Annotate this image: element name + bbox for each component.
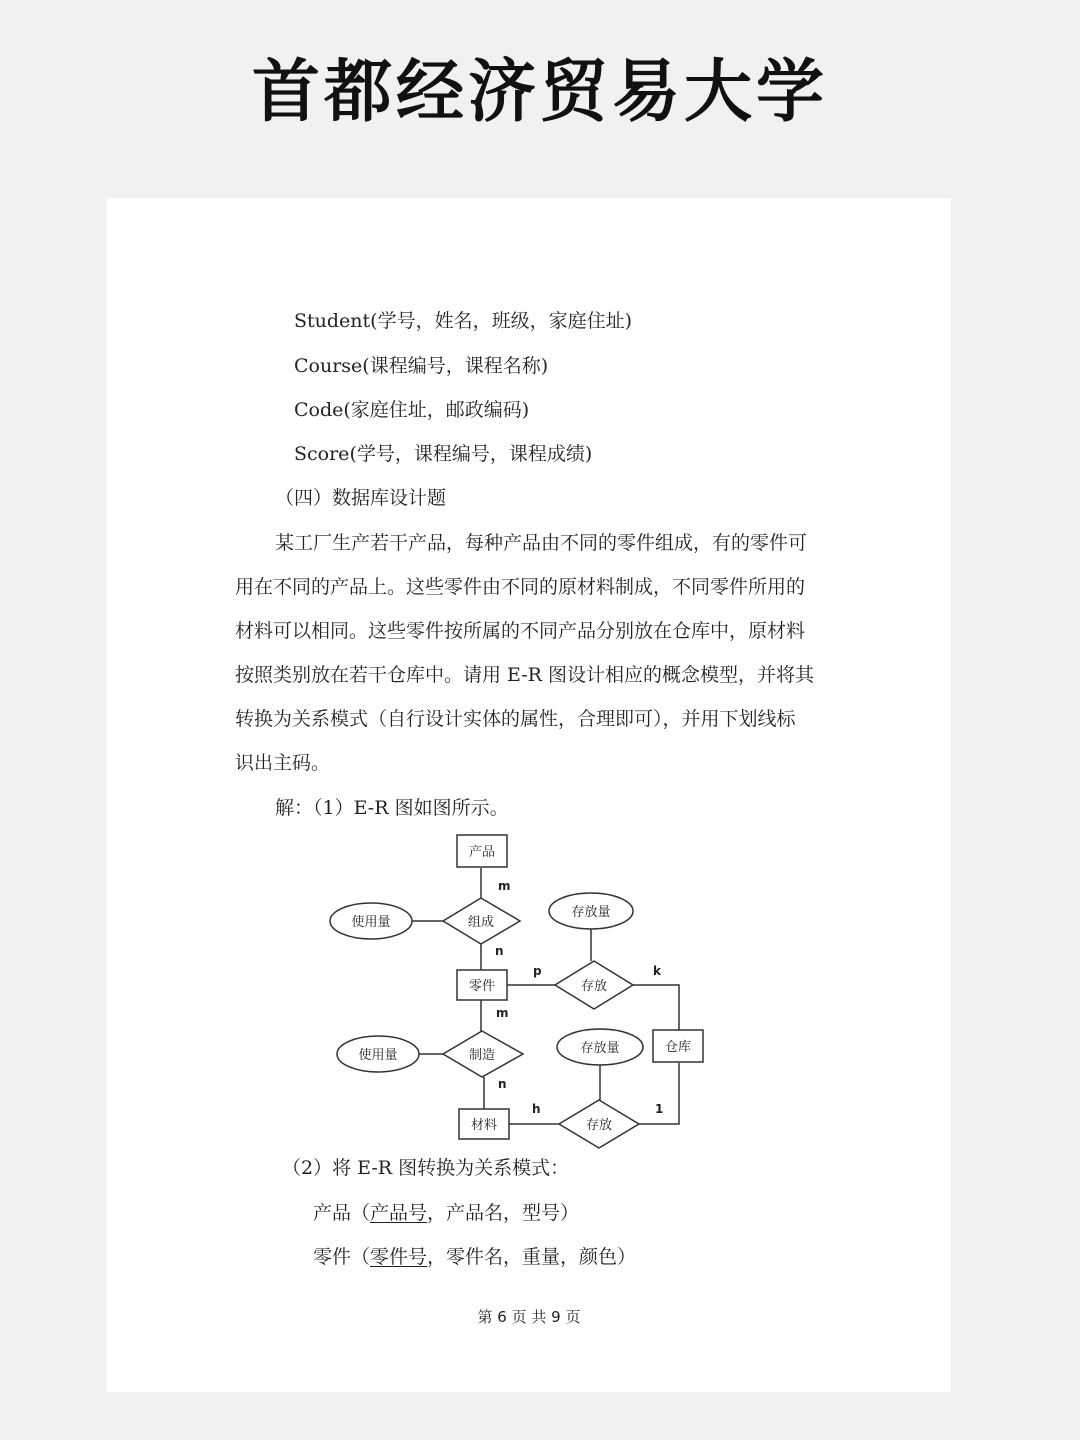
problem-line: 转换为关系模式（自行设计实体的属性，合理即可），并用下划线标 <box>235 708 796 730</box>
relation-course: Course(课程编号，课程名称) <box>294 355 549 377</box>
cardinality-h: h <box>532 1102 541 1116</box>
problem-line: 材料可以相同。这些零件按所属的不同产品分别放在仓库中，原材料 <box>235 620 806 642</box>
cardinality-m-2: m <box>496 1006 509 1020</box>
entity-warehouse-label: 仓库 <box>664 1040 692 1055</box>
document-page <box>107 198 951 1392</box>
relation-score: Score(学号，课程编号，课程成绩) <box>294 443 593 465</box>
problem-line: 某工厂生产若干产品，每种产品由不同的零件组成，有的零件可 <box>275 532 808 554</box>
cardinality-m: m <box>498 879 511 893</box>
problem-line: 用在不同的产品上。这些零件由不同的原材料制成，不同零件所用的 <box>235 576 806 598</box>
step-2-heading: （2）将 E-R 图转换为关系模式： <box>282 1157 570 1179</box>
relationship-manufacture-label: 制造 <box>468 1048 496 1063</box>
relationship-store-label: 存放 <box>580 979 608 994</box>
attribute-usage-2-label: 使用量 <box>358 1048 398 1063</box>
schema-part: 零件（零件号，零件名，重量，颜色） <box>313 1246 637 1268</box>
schema-product: 产品（产品号，产品名，型号） <box>313 1202 580 1224</box>
entity-material-label: 材料 <box>470 1118 498 1133</box>
answer-intro: 解：（1）E-R 图如图所示。 <box>275 797 509 819</box>
entity-product-label: 产品 <box>468 845 496 860</box>
problem-line: 识出主码。 <box>235 752 331 774</box>
attribute-usage-label: 使用量 <box>351 915 391 930</box>
relationship-store-2-label: 存放 <box>585 1118 613 1133</box>
cardinality-n: n <box>495 944 504 958</box>
cardinality-n-2: n <box>498 1077 507 1091</box>
line-store-warehouse <box>633 985 679 1030</box>
cardinality-p: p <box>533 964 542 978</box>
entity-part-label: 零件 <box>468 979 496 994</box>
cardinality-1: 1 <box>655 1102 664 1116</box>
cardinality-k: k <box>653 964 661 978</box>
page-banner-title: 首都经济贸易大学 <box>251 53 828 132</box>
relation-code: Code(家庭住址，邮政编码) <box>294 399 530 421</box>
primary-key: 零件号 <box>370 1246 428 1268</box>
primary-key: 产品号 <box>370 1202 428 1224</box>
section-heading: （四）数据库设计题 <box>275 487 447 509</box>
attribute-store-qty-label: 存放量 <box>571 905 611 920</box>
attribute-store-qty-2-label: 存放量 <box>580 1041 620 1056</box>
relationship-compose-label: 组成 <box>467 915 495 930</box>
page-footer: 第 6 页 共 9 页 <box>477 1308 581 1326</box>
relation-student: Student(学号，姓名，班级，家庭住址) <box>294 310 632 332</box>
problem-line: 按照类别放在若干仓库中。请用 E-R 图设计相应的概念模型，并将其 <box>235 664 815 686</box>
